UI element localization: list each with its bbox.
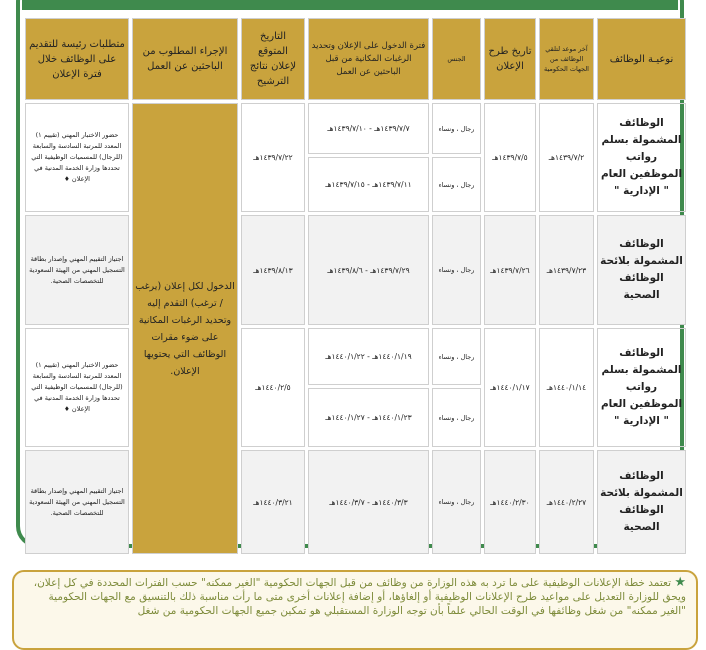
job-type-cell: الوظائف المشمولة بلائحة الوظائف الصحية <box>597 215 686 325</box>
header-action: الإجراء المطلوب من الباحثين عن العمل <box>132 18 238 100</box>
requirements-cell: حضور الاختبار المهني (تقييم ١) المعدد للمرتبة السادسة والسابعة (للرجال) للمسميات الوظيفية التي تحددها وزارة الخدمة المدنية في الإعلان ♦ <box>25 103 129 212</box>
entry-period-cell: ١٤٣٩/٧/٢٩هـ - ١٤٣٩/٨/٦هـ <box>308 215 429 325</box>
gender-cell: رجال ، ونساء <box>432 215 481 325</box>
header-approval: آخر موعد لتلقي الوظائف من الجهات الحكومية <box>539 18 594 100</box>
job-type-cell: الوظائف المشمولة بلائحة الوظائف الصحية <box>597 450 686 554</box>
footnote-text: تعتمد خطة الإعلانات الوظيفية على ما ترد به هذه الوزارة من وظائف من قبل الجهات الحكومية "الغير ممكنه" حسب الفترات المحددة في كل إعلان، ويحق للوزارة التعديل على مواعيد طرح الإعلانات الوظيفية أو إلغاؤها، أو إضافة إعلانات أخرى متى ما رأت مناسبة ذلك بالتنسيق مع الجهات الحكومية "الغير ممكنه" من شغل وظائفها في الوقت الحالي علماً بأن توجه الوزارة المستقبلي هو تمكين جميع الجهات الحكومية من شغل <box>33 577 686 617</box>
star-icon: ★ <box>674 575 686 590</box>
header-gender: الجنس <box>432 18 481 100</box>
entry-period-cell: ١٤٣٩/٧/١١هـ - ١٤٣٩/٧/١٥هـ <box>308 157 429 212</box>
result-date-cell: ١٤٤٠/٢/٥هـ <box>241 328 305 447</box>
entry-period-cell: ١٤٤٠/١/١٩هـ - ١٤٤٠/١/٢٢هـ <box>308 328 429 385</box>
approval-date-cell: ١٤٣٩/٧/٢هـ <box>539 103 594 212</box>
header-requirements: متطلبات رئيسة للتقديم على الوظائف خلال فترة الإعلان <box>25 18 129 100</box>
gender-cell: رجال ، ونساء <box>432 328 481 385</box>
posting-date-cell: ١٤٣٩/٧/٥هـ <box>484 103 536 212</box>
entry-period-cell: ١٤٤٠/٣/٣هـ - ١٤٤٠/٣/٧هـ <box>308 450 429 554</box>
requirements-cell: اجتياز التقييم المهني وإصدار بطاقة التسجيل المهني من الهيئة السعودية للتخصصات الصحية. <box>25 450 129 554</box>
action-cell: الدخول لكل إعلان (يرغب / ترغب) التقدم إليه وتحديد الرغبات المكانية على ضوء مقرات الوظائف التي يحتويها الإعلان. <box>132 103 238 554</box>
requirements-cell: اجتياز التقييم المهني وإصدار بطاقة التسجيل المهني من الهيئة السعودية للتخصصات الصحية. <box>25 215 129 325</box>
header-entry-period: فترة الدخول على الإعلان وتحديد الرغبات المكانية من قبل الباحثين عن العمل <box>308 18 429 100</box>
approval-date-cell: ١٤٤٠/١/١٤هـ <box>539 328 594 447</box>
result-date-cell: ١٤٣٩/٨/١٣هـ <box>241 215 305 325</box>
jobs-schedule-table <box>22 15 689 557</box>
entry-period-cell: ١٤٤٠/١/٢٣هـ - ١٤٤٠/١/٢٧هـ <box>308 388 429 447</box>
header-job-type: نوعيـة الوظائف <box>597 18 686 100</box>
posting-date-cell: ١٤٤٠/٢/٣٠هـ <box>484 450 536 554</box>
job-type-cell: الوظائف المشمولة بسلم رواتب الموظفين العام " الإدارية " <box>597 103 686 212</box>
posting-date-cell: ١٤٣٩/٧/٢٦هـ <box>484 215 536 325</box>
gender-cell: رجال ، ونساء <box>432 103 481 154</box>
gender-cell: رجال ، ونساء <box>432 157 481 212</box>
approval-date-cell: ١٤٣٩/٧/٢٣هـ <box>539 215 594 325</box>
job-type-cell: الوظائف المشمولة بسلم رواتب الموظفين العام " الإدارية " <box>597 328 686 447</box>
approval-date-cell: ١٤٤٠/٢/٢٧هـ <box>539 450 594 554</box>
gender-cell: رجال ، ونساء <box>432 388 481 447</box>
requirements-cell: حضور الاختبار المهني (تقييم ١) المعدد للمرتبة السادسة والسابعة (للرجال) للمسميات الوظيفية التي تحددها وزارة الخدمة المدنية في الإعلان ♦ <box>25 328 129 447</box>
header-posting-date: تاريخ طرح الإعلان <box>484 18 536 100</box>
header-result-date: التاريخ المتوقع لإعلان نتائج الترشيح <box>241 18 305 100</box>
entry-period-cell: ١٤٣٩/٧/٧هـ - ١٤٣٩/٧/١٠هـ <box>308 103 429 154</box>
posting-date-cell: ١٤٤٠/١/١٧هـ <box>484 328 536 447</box>
footnote-box <box>12 570 698 650</box>
result-date-cell: ١٤٤٠/٣/٢١هـ <box>241 450 305 554</box>
gender-cell: رجال ، ونساء <box>432 450 481 554</box>
result-date-cell: ١٤٣٩/٧/٢٢هـ <box>241 103 305 212</box>
